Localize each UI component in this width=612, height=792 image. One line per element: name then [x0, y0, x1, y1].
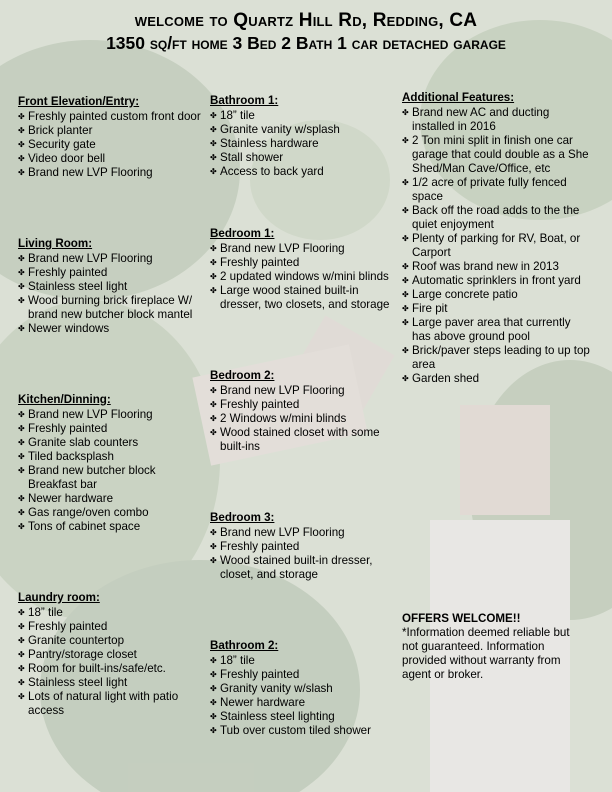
bullet-icon: ✤	[402, 290, 409, 299]
list-item	[210, 109, 395, 123]
list-item-text: 18” tile	[220, 654, 255, 667]
bullet-icon: ✤	[210, 272, 217, 281]
list-item	[402, 134, 592, 176]
bullet-icon: ✤	[18, 452, 25, 461]
section-additional-features	[402, 91, 592, 386]
bullet-icon: ✤	[210, 125, 217, 134]
list-item-text: Video door bell	[28, 152, 106, 165]
bullet-icon: ✤	[402, 262, 409, 271]
feature-list	[210, 526, 395, 582]
list-item-text: Granite countertop	[28, 634, 125, 647]
bullet-icon: ✤	[210, 386, 217, 395]
list-item-text: Brand new LVP Flooring	[220, 526, 345, 539]
list-item	[210, 710, 395, 724]
bullet-icon: ✤	[210, 258, 217, 267]
section-kitchen	[18, 393, 198, 534]
bullet-icon: ✤	[18, 154, 25, 163]
list-item-text: Fire pit	[412, 302, 448, 315]
section-heading: Laundry room:	[18, 591, 100, 604]
list-item	[18, 464, 198, 492]
list-item	[402, 372, 592, 386]
list-item	[210, 724, 395, 738]
list-item	[18, 648, 198, 662]
list-item	[18, 634, 198, 648]
list-item	[18, 408, 198, 422]
feature-list	[18, 408, 198, 534]
list-item	[210, 412, 395, 426]
bullet-icon: ✤	[18, 438, 25, 447]
list-item	[210, 540, 395, 554]
bullet-icon: ✤	[18, 112, 25, 121]
section-heading: Front Elevation/Entry:	[18, 95, 140, 108]
list-item-text: Tons of cabinet space	[28, 520, 141, 533]
bullet-icon: ✤	[18, 424, 25, 433]
list-item-text: Newer windows	[28, 322, 110, 335]
list-item-text: Freshly painted	[28, 266, 108, 279]
list-item	[402, 106, 592, 134]
list-item-text: Brand new LVP Flooring	[28, 408, 153, 421]
list-item	[18, 252, 213, 266]
feature-list	[18, 252, 213, 336]
bullet-icon: ✤	[18, 494, 25, 503]
section-heading: Bedroom 3:	[210, 511, 275, 524]
list-item	[210, 654, 395, 668]
list-item-text: Granite vanity w/splash	[220, 123, 340, 136]
list-item-text: Newer hardware	[220, 696, 306, 709]
list-item-text: Large paver area that currently has above ground pool	[412, 316, 571, 343]
bullet-icon: ✤	[210, 400, 217, 409]
bullet-icon: ✤	[18, 126, 25, 135]
notes-block	[402, 612, 587, 682]
list-item-text: Roof was brand new in 2013	[412, 260, 559, 273]
list-item-text: Brick/paver steps leading to up top area	[412, 344, 590, 371]
section-heading: Kitchen/Dinning:	[18, 393, 111, 406]
list-item-text: Access to back yard	[220, 165, 324, 178]
bullet-icon: ✤	[18, 692, 25, 701]
section-front-elevation	[18, 95, 213, 180]
bullet-icon: ✤	[402, 346, 409, 355]
list-item-text: Wood stained built-in dresser, closet, and storage	[220, 554, 373, 581]
list-item-text: Freshly painted	[220, 668, 300, 681]
list-item-text: Freshly painted	[28, 620, 108, 633]
list-item-text: Brand new LVP Flooring	[28, 166, 153, 179]
list-item-text: 18” tile	[28, 606, 63, 619]
bullet-icon: ✤	[210, 670, 217, 679]
list-item-text: 2 Windows w/mini blinds	[220, 412, 347, 425]
bullet-icon: ✤	[402, 234, 409, 243]
bullet-icon: ✤	[402, 178, 409, 187]
list-item	[18, 280, 213, 294]
list-item-text: Pantry/storage closet	[28, 648, 137, 661]
list-item	[210, 398, 395, 412]
bullet-icon: ✤	[210, 542, 217, 551]
bullet-icon: ✤	[402, 276, 409, 285]
page-title-line-1: welcome to Quartz Hill Rd, Redding, CA	[134, 10, 478, 31]
list-item-text: Lots of natural light with patio access	[28, 690, 179, 717]
list-item-text: Wood stained closet with some built-ins	[220, 426, 380, 453]
bullet-icon: ✤	[18, 678, 25, 687]
bullet-icon: ✤	[210, 556, 217, 565]
bullet-icon: ✤	[18, 608, 25, 617]
list-item	[18, 152, 213, 166]
list-item-text: Freshly painted	[28, 422, 108, 435]
list-item	[402, 176, 592, 204]
bullet-icon: ✤	[18, 636, 25, 645]
list-item-text: Brand new AC and ducting installed in 2016	[412, 106, 550, 133]
list-item-text: Room for built-ins/safe/etc.	[28, 662, 166, 675]
list-item	[210, 256, 400, 270]
feature-list	[210, 242, 400, 312]
list-item-text: Brand new butcher block Breakfast bar	[28, 464, 156, 491]
bullet-icon: ✤	[402, 108, 409, 117]
section-bathroom-2	[210, 639, 395, 738]
bullet-icon: ✤	[18, 466, 25, 475]
list-item-text: Tiled backsplash	[28, 450, 114, 463]
list-item	[18, 294, 213, 322]
bullet-icon: ✤	[18, 168, 25, 177]
list-item	[18, 422, 198, 436]
list-item	[18, 690, 198, 718]
list-item	[210, 668, 395, 682]
bullet-icon: ✤	[18, 410, 25, 419]
feature-list	[18, 110, 213, 180]
bullet-icon: ✤	[402, 304, 409, 313]
list-item-text: Stall shower	[220, 151, 284, 164]
bullet-icon: ✤	[402, 136, 409, 145]
list-item-text: 2 updated windows w/mini blinds	[220, 270, 389, 283]
section-heading: Bedroom 2:	[210, 369, 275, 382]
list-item	[210, 123, 395, 137]
bullet-icon: ✤	[18, 254, 25, 263]
bullet-icon: ✤	[18, 296, 25, 305]
bullet-icon: ✤	[210, 528, 217, 537]
list-item	[18, 110, 213, 124]
list-item	[210, 165, 395, 179]
list-item-text: Wood burning brick fireplace W/ brand new butcher block mantel	[28, 294, 193, 321]
list-item-text: Back off the road adds to the the quiet enjoyment	[412, 204, 580, 231]
list-item	[18, 520, 198, 534]
bullet-icon: ✤	[210, 139, 217, 148]
list-item	[402, 302, 592, 316]
list-item-text: 1/2 acre of private fully fenced space	[412, 176, 567, 203]
list-item	[210, 284, 400, 312]
bullet-icon: ✤	[402, 374, 409, 383]
offers-welcome: OFFERS WELCOME!!	[402, 612, 521, 625]
list-item	[18, 606, 198, 620]
section-bedroom-2	[210, 369, 395, 454]
section-living-room	[18, 237, 213, 336]
list-item-text: Stainless hardware	[220, 137, 319, 150]
section-heading: Bathroom 2:	[210, 639, 279, 652]
list-item	[210, 426, 395, 454]
list-item-text: Brand new LVP Flooring	[220, 242, 345, 255]
list-item	[18, 506, 198, 520]
list-item	[18, 492, 198, 506]
list-item-text: 2 Ton mini split in finish one car garage that could double as a She Shed/Man Cave/Office, etc	[412, 134, 589, 175]
bullet-icon: ✤	[18, 282, 25, 291]
section-bedroom-1	[210, 227, 400, 312]
bullet-icon: ✤	[18, 664, 25, 673]
list-item-text: Freshly painted	[220, 256, 300, 269]
bullet-icon: ✤	[18, 324, 25, 333]
bullet-icon: ✤	[18, 508, 25, 517]
list-item	[18, 124, 213, 138]
list-item-text: Plenty of parking for RV, Boat, or Carport	[412, 232, 581, 259]
section-heading: Bathroom 1:	[210, 94, 279, 107]
list-item	[402, 232, 592, 260]
bullet-icon: ✤	[18, 268, 25, 277]
bullet-icon: ✤	[210, 286, 217, 295]
bullet-icon: ✤	[18, 522, 25, 531]
list-item-text: Freshly painted custom front door	[28, 110, 201, 123]
bullet-icon: ✤	[210, 414, 217, 423]
list-item	[210, 554, 395, 582]
list-item-text: Stainless steel lighting	[220, 710, 335, 723]
list-item-text: 18” tile	[220, 109, 255, 122]
list-item	[18, 450, 198, 464]
bullet-icon: ✤	[210, 712, 217, 721]
list-item-text: Tub over custom tiled shower	[220, 724, 371, 737]
list-item-text: Large wood stained built-in dresser, two closets, and storage	[220, 284, 390, 311]
list-item	[210, 137, 395, 151]
list-item	[18, 620, 198, 634]
list-item	[18, 166, 213, 180]
bullet-icon: ✤	[210, 726, 217, 735]
list-item-text: Brand new LVP Flooring	[28, 252, 153, 265]
section-bedroom-3	[210, 511, 395, 582]
list-item-text: Gas range/oven combo	[28, 506, 149, 519]
bullet-icon: ✤	[18, 650, 25, 659]
list-item-text: Brick planter	[28, 124, 93, 137]
list-item-text: Automatic sprinklers in front yard	[412, 274, 581, 287]
bullet-icon: ✤	[402, 206, 409, 215]
list-item-text: Granity vanity w/slash	[220, 682, 333, 695]
feature-list	[210, 109, 395, 179]
list-item-text: Granite slab counters	[28, 436, 139, 449]
list-item	[210, 270, 400, 284]
bullet-icon: ✤	[210, 656, 217, 665]
disclaimer: *Information deemed reliable but not guaranteed. Information provided without warranty from agent or broker.	[402, 626, 570, 681]
list-item	[18, 436, 198, 450]
list-item	[402, 260, 592, 274]
bullet-icon: ✤	[402, 318, 409, 327]
feature-list	[210, 384, 395, 454]
list-item	[402, 204, 592, 232]
section-bathroom-1	[210, 94, 395, 179]
feature-list	[402, 106, 592, 386]
list-item	[18, 322, 213, 336]
bullet-icon: ✤	[18, 140, 25, 149]
list-item	[210, 384, 395, 398]
bullet-icon: ✤	[210, 111, 217, 120]
bullet-icon: ✤	[18, 622, 25, 631]
list-item-text: Garden shed	[412, 372, 480, 385]
bullet-icon: ✤	[210, 428, 217, 437]
list-item-text: Stainless steel light	[28, 280, 128, 293]
feature-list	[18, 606, 198, 718]
list-item	[210, 526, 395, 540]
list-item-text: Freshly painted	[220, 398, 300, 411]
bullet-icon: ✤	[210, 153, 217, 162]
list-item	[18, 662, 198, 676]
list-item	[402, 316, 592, 344]
list-item	[210, 242, 400, 256]
list-item-text: Stainless steel light	[28, 676, 128, 689]
section-heading: Living Room:	[18, 237, 93, 250]
list-item-text: Brand new LVP Flooring	[220, 384, 345, 397]
section-laundry-room	[18, 591, 198, 718]
list-item	[210, 696, 395, 710]
section-heading: Additional Features:	[402, 91, 515, 104]
section-heading: Bedroom 1:	[210, 227, 275, 240]
list-item	[18, 266, 213, 280]
list-item	[210, 682, 395, 696]
list-item	[402, 344, 592, 372]
page-title-line-2: 1350 sq/ft home 3 Bed 2 Bath 1 car detached garage	[106, 33, 506, 53]
list-item-text: Large concrete patio	[412, 288, 518, 301]
list-item-text: Freshly painted	[220, 540, 300, 553]
list-item	[18, 138, 213, 152]
list-item	[18, 676, 198, 690]
bullet-icon: ✤	[210, 698, 217, 707]
list-item-text: Newer hardware	[28, 492, 114, 505]
bullet-icon: ✤	[210, 167, 217, 176]
list-item	[402, 274, 592, 288]
list-item-text: Security gate	[28, 138, 96, 151]
feature-list	[210, 654, 395, 738]
list-item	[210, 151, 395, 165]
bullet-icon: ✤	[210, 244, 217, 253]
bullet-icon: ✤	[210, 684, 217, 693]
list-item	[402, 288, 592, 302]
